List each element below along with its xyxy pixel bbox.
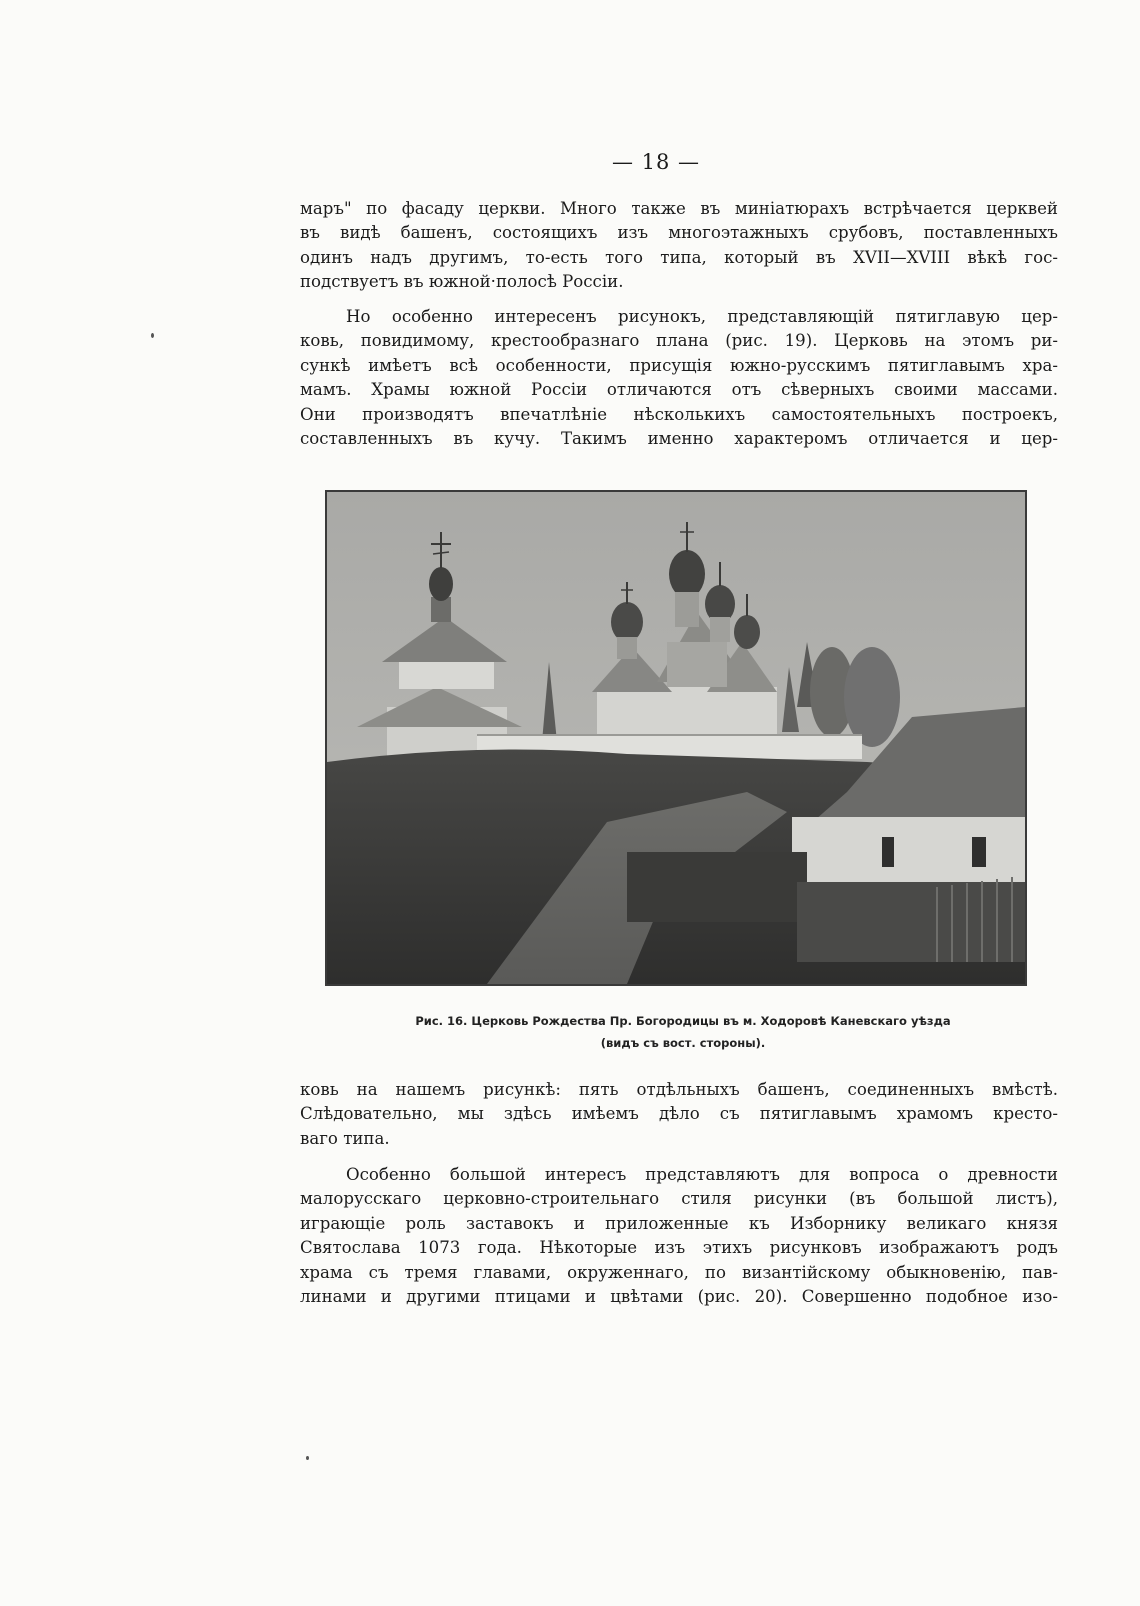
church-photograph [325, 490, 1027, 986]
text-line: Они производятъ впечатлѣніе нѣсколькихъ самостоятельныхъ построекъ, [300, 404, 1058, 424]
text-line: Особенно большой интересъ представляютъ для вопроса о древности [346, 1165, 1058, 1184]
text-line: сункѣ имѣетъ всѣ особенности, присущія южно-русскимъ пятиглавымъ хра- [300, 355, 1058, 375]
text-line: подствуетъ въ южной·полосѣ Россіи. [300, 272, 624, 292]
text-line: мамъ. Храмы южной Россіи отличаются отъ сѣверныхъ своими массами. [300, 380, 1058, 400]
text-line: Слѣдовательно, мы здѣсь имѣемъ дѣло съ пятиглавымъ храмомъ кресто- [300, 1104, 1058, 1124]
page-number: — 18 — [611, 150, 701, 174]
text-line: малорусскаго церковно-строительнаго стиля рисунки (въ большой листъ), [300, 1189, 1058, 1209]
text-line: линами и другими птицами и цвѣтами (рис. 20). Совершенно подобное изо- [300, 1287, 1058, 1307]
text-line: маръ" по фасаду церкви. Много также въ миніатюрахъ встрѣчается церквей [300, 199, 1058, 218]
text-line: одинъ надъ другимъ, то-есть того типа, который въ XVII—XVIII вѣкѣ гос- [300, 247, 1058, 267]
text-line: составленныхъ въ кучу. Такимъ именно характеромъ отличается и цер- [300, 429, 1058, 449]
text-line: Святослава 1073 года. Нѣкоторые изъ этихъ рисунковъ изображаютъ родъ [300, 1238, 1058, 1258]
text-line: ваго типа. [300, 1128, 390, 1148]
text-line: играющіе роль заставокъ и приложенные къ Изборнику великаго князя [300, 1213, 1058, 1233]
paragraph-4 [300, 1163, 1058, 1309]
paragraph-3 [300, 1078, 1058, 1151]
text-line: въ видѣ башенъ, состоящихъ изъ многоэтажныхъ срубовъ, поставленныхъ [300, 223, 1058, 243]
caption-line-1: Рис. 16. Церковь Рождества Пр. Богородицы въ м. Ходоровѣ Каневскаго уѣзда [415, 1014, 951, 1028]
paragraph-1 [300, 197, 1058, 295]
figure-caption [300, 1010, 1066, 1054]
text-line: ковь, повидимому, крестообразнаго плана (рис. 19). Церковь на этомъ ри- [300, 331, 1058, 351]
text-line: храма съ тремя главами, окруженнаго, по византійскому обыкновенію, пав- [300, 1262, 1058, 1282]
scan-speck [306, 1456, 309, 1460]
scan-speck [151, 333, 154, 338]
photo-illustration [327, 492, 1025, 984]
text-line: Но особенно интересенъ рисунокъ, представляющій пятиглавую цер- [346, 307, 1058, 326]
text-line: ковь на нашемъ рисункѣ: пять отдѣльныхъ башенъ, соединенныхъ вмѣстѣ. [300, 1080, 1058, 1099]
paragraph-2 [300, 305, 1058, 451]
caption-line-2: (видъ съ вост. стороны). [600, 1036, 766, 1050]
